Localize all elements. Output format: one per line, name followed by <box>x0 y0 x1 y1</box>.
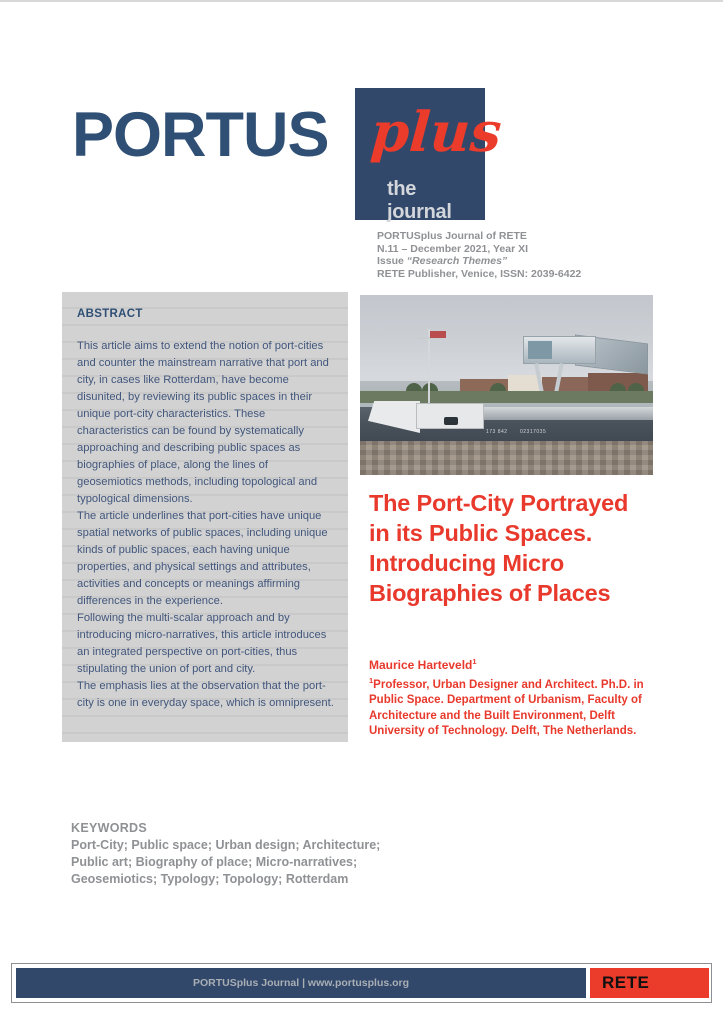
meta-publisher-issn: RETE Publisher, Venice, ISSN: 2039-6422 <box>377 267 582 280</box>
photo-cabin <box>416 403 484 429</box>
abstract-body <box>77 338 335 712</box>
footer-journal-url[interactable]: PORTUSplus Journal | www.portusplus.org <box>192 977 410 989</box>
author-block <box>369 654 654 740</box>
abstract-panel <box>62 292 348 742</box>
journal-metadata <box>377 230 677 280</box>
photo-mast <box>428 329 430 405</box>
page-top-rule <box>0 0 723 2</box>
author-name-text: Maurice Harteveld <box>369 658 473 672</box>
meta-journal-name: PORTUSplus Journal of RETE <box>377 230 527 242</box>
logo-blue-square <box>355 88 504 223</box>
rete-badge <box>590 968 709 998</box>
meta-issue-number: N.11 – December 2021, Year XI <box>377 242 528 255</box>
keywords-line: Geosemiotics; Typology; Topology; Rotterdam <box>71 872 349 886</box>
author-affiliation <box>369 673 654 740</box>
portusplus-logo <box>72 88 504 223</box>
logo-plus-text: plus <box>368 99 504 164</box>
meta-issue-value: “Research Themes” <box>406 255 508 268</box>
abstract-paragraph: Following the multi-scalar approach and by introducing micro-narratives, this article introduces an integrated perspective on port-cities, thus stipulating the union of port and city. <box>77 612 327 675</box>
rete-badge-label: RETE <box>602 973 650 992</box>
photo-barge-mark: 02317035 <box>520 429 547 435</box>
photo-flag <box>430 331 446 338</box>
logo-tagline: the journal <box>387 178 452 223</box>
photo-cobblestone-dock <box>360 441 653 475</box>
author-name <box>369 654 654 673</box>
keywords-list <box>71 837 591 888</box>
abstract-paragraph: The emphasis lies at the observation that the port-city is one in everyday space, which is omnipresent. <box>77 680 334 709</box>
page-footer <box>11 963 712 1003</box>
keywords-line: Port-City; Public space; Urban design; Architecture; <box>71 838 381 852</box>
affiliation-text: Professor, Urban Designer and Architect. Ph.D. in Public Space. Department of Urbanism, Faculty of Architecture and the Built Environment, Delft University of Technology. Delft, The Netherlands. <box>369 678 644 738</box>
abstract-paragraph: The article underlines that port-cities have unique spatial networks of public spaces, including unique kinds of public spaces, each having unique properties, and physical settings and attributes, activities and concepts or meanings affirming differences in the experience. <box>77 510 328 607</box>
article-title: The Port-City Portrayed in its Public Spaces. Introducing Micro Biographies of Places <box>369 490 629 606</box>
author-footnote-marker: 1 <box>472 657 477 666</box>
affiliation-footnote-marker: 1 <box>369 676 374 685</box>
photo-cabin-window <box>444 417 458 425</box>
meta-issue-theme <box>377 255 677 268</box>
footer-bar <box>16 968 586 998</box>
meta-issue-label: Issue <box>377 255 407 268</box>
abstract-heading: ABSTRACT <box>77 308 143 320</box>
photo-cantilever-glazing <box>528 341 552 359</box>
logo-wordmark: PORTUS <box>72 100 329 170</box>
photo-barge-deck <box>478 407 653 420</box>
cover-photograph <box>360 295 653 475</box>
keywords-line: Public art; Biography of place; Micro-narratives; <box>71 855 358 869</box>
photo-barge-mark: 173 842 <box>486 429 508 435</box>
keywords-heading: KEYWORDS <box>71 821 148 835</box>
keywords-block <box>71 820 591 888</box>
abstract-paragraph: This article aims to extend the notion of port-cities and counter the mainstream narrative that port and city, in cases like Rotterdam, have become disunited, by reviewing its public spaces in their unique port-city characteristics. These characteristics can be found by systematically approaching and describing public spaces as biographies of place, along the lines of geosemiotics methods, including topological and typological dimensions. <box>77 340 329 505</box>
